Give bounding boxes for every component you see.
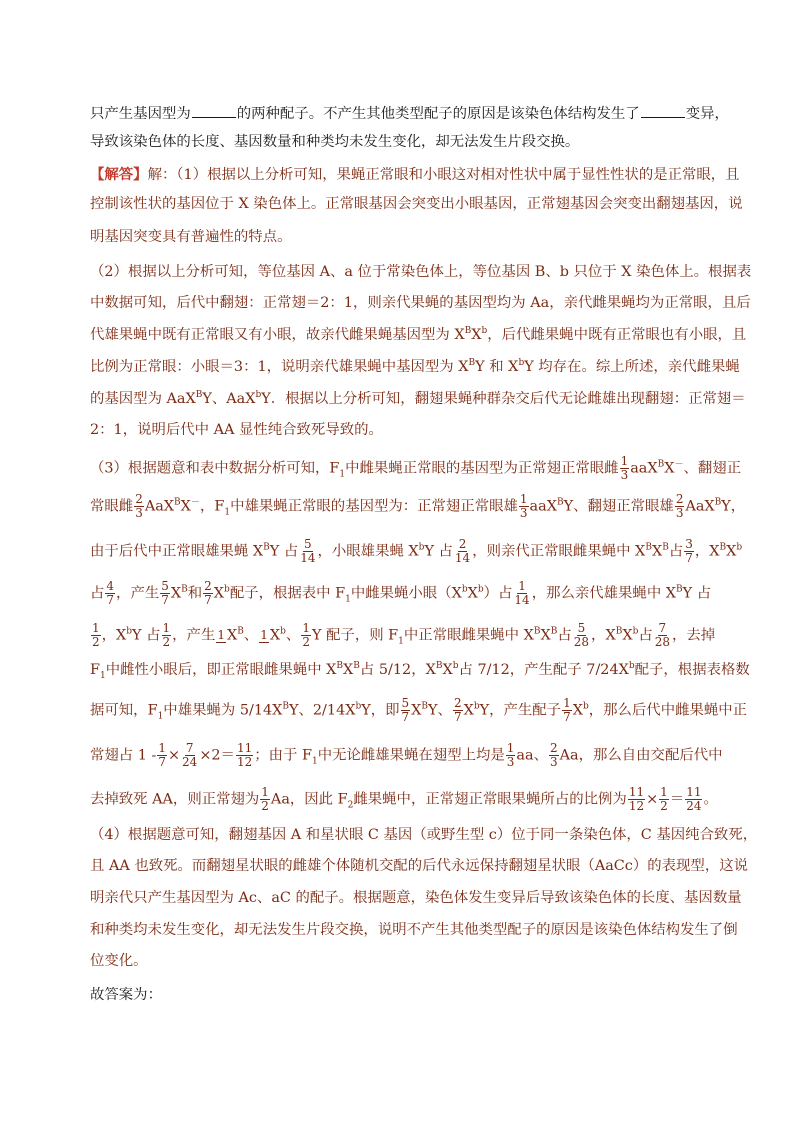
fraction: $\frac{1}{3}$: [620, 454, 629, 482]
answer-blank: [641, 103, 685, 118]
fraction: $\frac{11}{24}$: [686, 785, 702, 813]
text-line: $\frac{1}{2}$ ，$X^bY$ 占 $\frac{1}{2}$ ，产生 1 $X^B$、 1 $X^b$、 $\frac{1}{2}$ Y 配子，则 $F_1$中正常眼雌果蝇中 $X^BX^B$占 $\frac{5}{28}$ ，$X^BX^b$占 $\frac{7}{28}$ ，去掉: [92, 621, 716, 649]
answer-tag: 【解答】: [90, 166, 148, 183]
text-line: 只产生基因型为 的两种配子。不产生其他类型配子的原因是该染色体结构发生了 变异，: [90, 103, 729, 124]
fraction: $\frac{1}{2}$: [660, 785, 668, 813]
text-line: 控制该性状的基因位于 X 染色体上。正常眼基因会突变出小眼基因，正常翅基因会突变出翻翅基因，说: [90, 196, 743, 212]
fraction: $\frac{5}{14}$: [300, 537, 316, 565]
fraction: 1: [260, 627, 268, 642]
text-line: 【解答】解：（1）根据以上分析可知，果蝇正常眼和小眼这对相对性状中属于显性性状的是正常眼，且: [90, 166, 740, 183]
text-line: （3）根据题意和表中数据分析可知，$F_1$中雌果蝇正常眼的基因型为正常翅正常眼雌 $\frac{1}{3}$ aaX$^B$X－、翻翅正: [90, 454, 742, 482]
text-line: 明亲代只产生基因型为 Ac、aC 的配子。根据题意，染色体发生变异后导致该染色体的长度、基因数量: [90, 890, 742, 906]
fraction: $\frac{1}{7}$: [158, 741, 166, 769]
text-line: 明基因突变具有普遍性的特点。: [90, 229, 292, 245]
fraction: $\frac{1}{14}$: [514, 579, 530, 607]
text-line: 的基因型为 AaX$^B$Y、AaX$^b$Y．根据以上分析可知，翻翅果蝇种群杂交后代无论雌雄出现翻翅：正常翅＝: [90, 390, 746, 407]
fraction: $\frac{5}{7}$: [401, 696, 410, 724]
text-line: 和种类均未发生变化，却无法发生片段交换，说明不产生其他类型配子的原因是该染色体结构发生了倒: [90, 922, 738, 938]
fraction: $\frac{11}{12}$: [236, 741, 253, 769]
fraction: $\frac{1}{3}$: [506, 741, 515, 769]
text-line: $F_1$中雌性小眼后，即正常眼雌果蝇中 $X^BX^B$占 5/12，$X^BX^b$占 7/12，产生配子 $7/24X^b$配子，根据表格数: [90, 661, 750, 681]
fraction: $\frac{2}{7}$: [453, 696, 462, 724]
text-line: 据可知，$F_1$中雄果蝇为 $5/14X^BY$、$2/14X^bY$，即 $\frac{5}{7}$ $X^BY$、 $\frac{2}{7}$ $X^bY$，产生配子 $\frac{1}{7}$ $X^b$，那么后代中雌果蝇中正: [90, 696, 748, 724]
text-line: 由于后代中正常眼雄果蝇 $X^BY$ 占 $\frac{5}{14}$ ，小眼雄果蝇 $X^bY$ 占 $\frac{2}{14}$ ，则亲代正常眼雌果蝇中 $X^BX^B$占 $\frac{3}{7}$ ，$X^BX^b$: [90, 537, 743, 565]
fraction: $\frac{1}{2}$: [92, 621, 100, 649]
fraction: $\frac{7}{24}$: [182, 741, 198, 769]
fraction: $\frac{1}{3}$: [519, 492, 528, 520]
fraction: $\frac{2}{3}$: [135, 492, 143, 520]
text-line: 中数据可知，后代中翻翅：正常翅＝2：1，则亲代果蝇的基因型均为 Aa，亲代雌果蝇均为正常眼，且后: [90, 295, 751, 311]
fraction: $\frac{2}{7}$: [204, 579, 212, 607]
text-line: 故答案为：: [90, 987, 162, 1003]
text-line: 2：1，说明后代中 AA 显性纯合致死导致的。: [90, 422, 383, 438]
text-line: 代雄果蝇中既有正常眼又有小眼，故亲代雌果蝇基因型为 $X^BX^b$，后代雌果蝇中既有正常眼也有小眼，且: [90, 326, 747, 343]
text-line: 位变化。: [90, 953, 148, 969]
text-line: 且 AA 也致死。而翻翅星状眼的雌雄个体随机交配的后代永远保持翻翅星状眼（AaCc）的表现型，这说: [90, 858, 748, 874]
fraction: $\frac{3}{7}$: [685, 537, 693, 565]
text-line: 常翅占 1 - $\frac{1}{7}$ × $\frac{7}{24}$ ×2＝ $\frac{11}{12}$ ；由于 $F_1$中无论雌雄果蝇在翅型上均是 $\frac{1}{3}$ aa、 $\frac{2}{3}$ Aa，那么自由交配后代中: [90, 741, 723, 769]
fraction: 1: [217, 627, 225, 642]
text-line: 占 $\frac{4}{7}$ ，产生 $\frac{5}{7}$ $X^B$和 $\frac{2}{7}$ $X^b$配子，根据表中 $F_1$中雌果蝇小眼$(X^bX^b)$占 $\frac{1}{14}$ ，那么亲代雄果蝇中 $X^BY$ 占: [90, 579, 712, 607]
fraction: $\frac{11}{12}$: [628, 785, 645, 813]
fraction: $\frac{1}{2}$: [261, 785, 269, 813]
fraction: $\frac{1}{7}$: [563, 696, 571, 724]
fraction: $\frac{5}{7}$: [161, 579, 169, 607]
fraction: $\frac{1}{2}$: [302, 621, 310, 649]
fraction: $\frac{5}{28}$: [573, 621, 590, 649]
fraction: $\frac{7}{28}$: [654, 621, 671, 649]
fraction: $\frac{1}{2}$: [162, 621, 171, 649]
fraction: $\frac{2}{14}$: [454, 537, 471, 565]
fraction: $\frac{2}{3}$: [675, 492, 684, 520]
fraction: $\frac{2}{3}$: [549, 741, 558, 769]
text-line: （4）根据题意可知，翻翅基因 A 和星状眼 C 基因（或野生型 c）位于同一条染色体，C 基因纯合致死，: [90, 827, 758, 843]
text-line: 去掉致死 AA，则正常翅为 $\frac{1}{2}$ Aa，因此 $F_2$雌果蝇中，正常翅正常眼果蝇所占的比例为 $\frac{11}{12}$ × $\frac{1}{2}$ ＝ $\frac{11}{24}$ 。: [90, 785, 718, 813]
text-line: 比例为正常眼：小眼＝3：1，说明亲代雄果蝇中基因型为 $X^BY$ 和 $X^bY$ 均存在。综上所述，亲代雌果蝇: [90, 358, 740, 375]
text-line: （2）根据以上分析可知，等位基因 A、a 位于常染色体上，等位基因 B、b 只位于 X 染色体上。根据表: [90, 264, 752, 280]
text-line: 导致该染色体的长度、基因数量和种类均未发生变化，却无法发生片段交换。: [90, 134, 580, 150]
answer-blank: [192, 103, 236, 118]
fraction: $\frac{4}{7}$: [106, 579, 115, 607]
text-line: 常眼雌 $\frac{2}{3}$ AaX$^B$X－，$F_1$中雄果蝇正常眼的基因型为：正常翅正常眼雄 $\frac{1}{3}$ aaX$^B$Y、翻翅正常眼雄 $\frac{2}{3}$ AaX$^B$Y，: [90, 492, 746, 520]
